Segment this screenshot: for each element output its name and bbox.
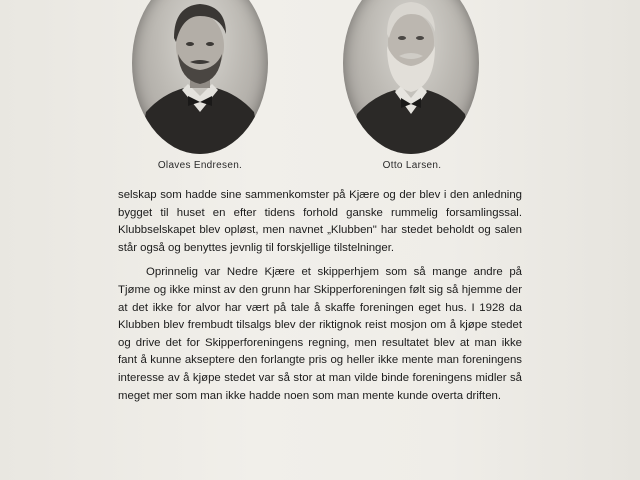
paragraph: selskap som hadde sine sammenkomster på Kjære og der blev i den anledning bygget til huset en efter tidens forhold ganske rummelig forsamlingssal. Klubbselskapet blev opløst, men navnet „Klubben" har stedet beholdt og salen står også og benyttes jevnlig til forskjellige tilstelninger. [118,189,522,254]
paragraph: Oprinnelig var Nedre Kjære et skipperhjem som så mange andre på Tjøme og ikke minst av den grunn har Skipperforeningen følt sig så hjemme der at det ikke for alvor har vært på tale å skaffe foreningen eget hus. I 1928 da Klubben blev frembudt tilsalgs blev der riktignok reist mosjon om å kjøpe stedet og drive det for Skipperforeningens regning, men resultatet blev at man ikke fant å kunne akseptere den forlangte pris og heller ikke mente man foreningens interesse av å kjøpe stedet var så stor at man vilde binde foreningens midler så meget mer som man ikke hadde noen som man mente kunde overta driften. [118,266,522,402]
portrait-photo [132,0,268,154]
portrait-photo [343,0,479,154]
portrait-olaves-endresen [132,0,268,154]
portrait-caption-right: Otto Larsen. [382,160,442,171]
portrait-caption-left: Olaves Endresen. [157,160,243,171]
portrait-otto-larsen [343,0,479,154]
body-text [118,187,522,405]
